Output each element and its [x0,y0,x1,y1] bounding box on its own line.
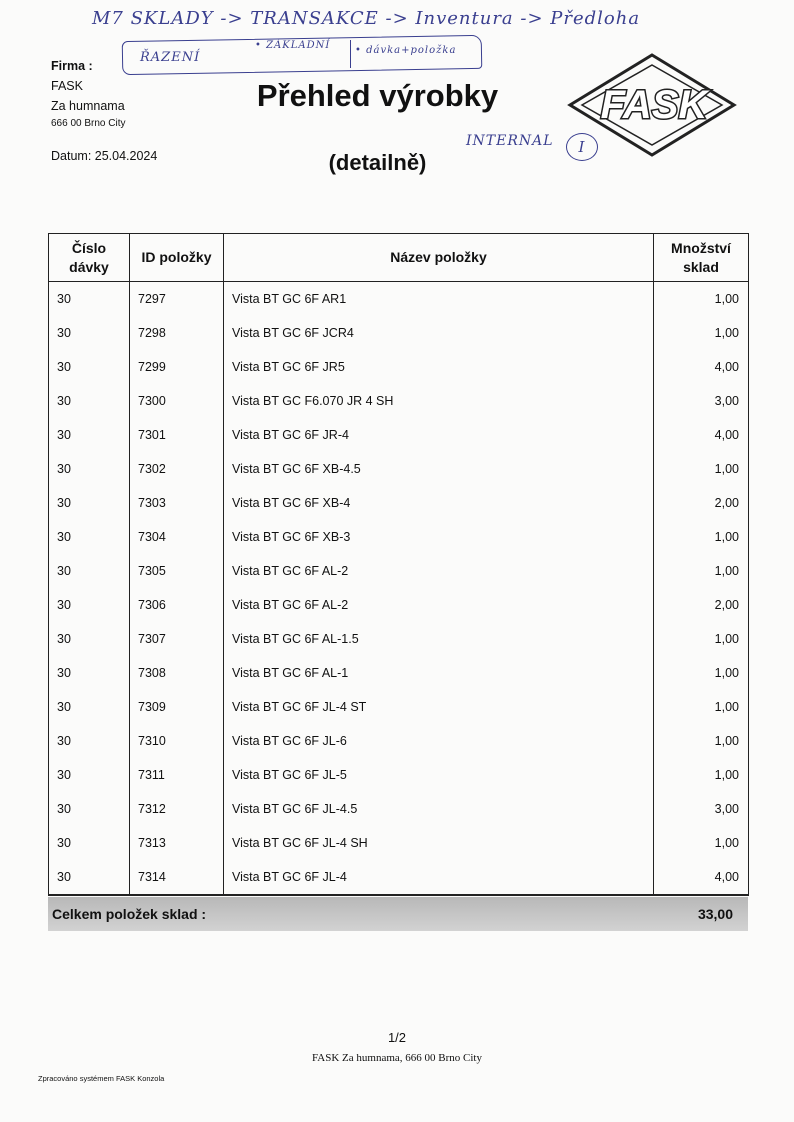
cell-item-id: 7298 [130,316,224,350]
table-row [49,588,749,622]
cell-batch: 30 [49,860,130,895]
table-row [49,860,749,895]
cell-batch: 30 [49,350,130,384]
table-row [49,418,749,452]
total-label: Celkem položek sklad : [52,906,207,922]
cell-quantity: 4,00 [654,350,749,384]
table-row [49,826,749,860]
company-block [51,56,126,132]
cell-item-id: 7299 [130,350,224,384]
table-row [49,350,749,384]
cell-quantity: 1,00 [654,520,749,554]
cell-item-name: Vista BT GC 6F JCR4 [224,316,654,350]
cell-item-id: 7313 [130,826,224,860]
cell-batch: 30 [49,486,130,520]
cell-item-id: 7303 [130,486,224,520]
table-row [49,282,749,317]
cell-batch: 30 [49,452,130,486]
cell-quantity: 1,00 [654,758,749,792]
cell-quantity: 1,00 [654,656,749,690]
cell-item-name: Vista BT GC 6F JL-6 [224,724,654,758]
cell-quantity: 3,00 [654,792,749,826]
cell-item-name: Vista BT GC F6.070 JR 4 SH [224,384,654,418]
cell-item-id: 7301 [130,418,224,452]
cell-item-name: Vista BT GC 6F JL-4 SH [224,826,654,860]
cell-item-name: Vista BT GC 6F JL-5 [224,758,654,792]
table-row [49,452,749,486]
cell-item-name: Vista BT GC 6F AL-1.5 [224,622,654,656]
cell-batch: 30 [49,282,130,317]
cell-batch: 30 [49,724,130,758]
items-table [48,233,749,896]
cell-item-name: Vista BT GC 6F AL-2 [224,554,654,588]
cell-batch: 30 [49,792,130,826]
cell-item-name: Vista BT GC 6F AL-1 [224,656,654,690]
col-header-item-id: ID položky [130,234,224,282]
cell-item-name: Vista BT GC 6F XB-4.5 [224,452,654,486]
cell-quantity: 4,00 [654,418,749,452]
cell-item-id: 7309 [130,690,224,724]
cell-batch: 30 [49,588,130,622]
report-date: Datum: 25.04.2024 [51,149,158,163]
cell-batch: 30 [49,622,130,656]
cell-batch: 30 [49,758,130,792]
cell-quantity: 1,00 [654,724,749,758]
cell-quantity: 4,00 [654,860,749,895]
page-number: 1/2 [387,1030,407,1045]
cell-batch: 30 [49,656,130,690]
cell-item-id: 7300 [130,384,224,418]
total-bar [48,897,748,931]
logo-text: FASK [600,83,708,127]
footer-address: FASK Za humnama, 666 00 Brno City [312,1052,482,1064]
cell-item-id: 7312 [130,792,224,826]
cell-quantity: 2,00 [654,588,749,622]
cell-item-id: 7306 [130,588,224,622]
cell-batch: 30 [49,826,130,860]
cell-item-name: Vista BT GC 6F JL-4 [224,860,654,895]
col-header-quantity: Množství sklad [654,234,749,282]
total-value: 33,00 [697,906,733,922]
cell-quantity: 1,00 [654,690,749,724]
table-row [49,384,749,418]
table-row [49,758,749,792]
cell-quantity: 2,00 [654,486,749,520]
cell-item-name: Vista BT GC 6F AR1 [224,282,654,317]
cell-quantity: 1,00 [654,554,749,588]
cell-item-name: Vista BT GC 6F AL-2 [224,588,654,622]
cell-item-id: 7308 [130,656,224,690]
cell-batch: 30 [49,554,130,588]
cell-item-id: 7297 [130,282,224,317]
report-subtitle: (detailně) [328,150,427,175]
table-row [49,520,749,554]
cell-item-name: Vista BT GC 6F JR-4 [224,418,654,452]
table-row [49,724,749,758]
cell-batch: 30 [49,384,130,418]
company-city: 666 00 Brno City [51,118,126,129]
table-row [49,316,749,350]
table-row [49,690,749,724]
cell-item-id: 7305 [130,554,224,588]
table-header-row [49,234,749,282]
col-header-batch: Číslo dávky [49,234,130,282]
table-row [49,656,749,690]
table-row [49,622,749,656]
col-header-item-name: Název položky [224,234,654,282]
table-row [49,486,749,520]
cell-item-id: 7304 [130,520,224,554]
handwritten-davka-polozka: • dávka+položka [355,45,457,56]
company-name: FASK [51,79,83,93]
cell-quantity: 1,00 [654,452,749,486]
cell-item-name: Vista BT GC 6F JR5 [224,350,654,384]
company-label: Firma : [51,59,93,73]
processed-by-note: Zpracováno systémem FASK Konzola [38,1074,165,1083]
handwritten-circled-numeral: I [566,133,598,161]
cell-batch: 30 [49,690,130,724]
handwritten-divider [350,40,351,68]
cell-quantity: 1,00 [654,622,749,656]
cell-quantity: 1,00 [654,826,749,860]
handwritten-zakladni: • ZÁKLADNÍ [255,40,331,51]
cell-item-name: Vista BT GC 6F XB-4 [224,486,654,520]
table-row [49,792,749,826]
cell-batch: 30 [49,316,130,350]
cell-batch: 30 [49,520,130,554]
cell-item-id: 7302 [130,452,224,486]
cell-item-id: 7307 [130,622,224,656]
company-street: Za humnama [51,99,125,113]
cell-item-name: Vista BT GC 6F JL-4 ST [224,690,654,724]
handwritten-razeni: ŘAZENÍ [140,50,201,65]
table-row [49,554,749,588]
handwritten-navigation-note: M7 SKLADY -> TRANSAKCE -> Inventura -> Předloha [92,8,641,29]
handwritten-internal: INTERNAL [466,133,554,149]
cell-item-id: 7314 [130,860,224,895]
cell-quantity: 1,00 [654,316,749,350]
cell-item-name: Vista BT GC 6F JL-4.5 [224,792,654,826]
cell-item-name: Vista BT GC 6F XB-3 [224,520,654,554]
cell-quantity: 1,00 [654,282,749,317]
cell-item-id: 7311 [130,758,224,792]
cell-item-id: 7310 [130,724,224,758]
report-title: Přehled výrobky [256,78,499,113]
cell-quantity: 3,00 [654,384,749,418]
cell-batch: 30 [49,418,130,452]
fask-logo [566,52,738,158]
